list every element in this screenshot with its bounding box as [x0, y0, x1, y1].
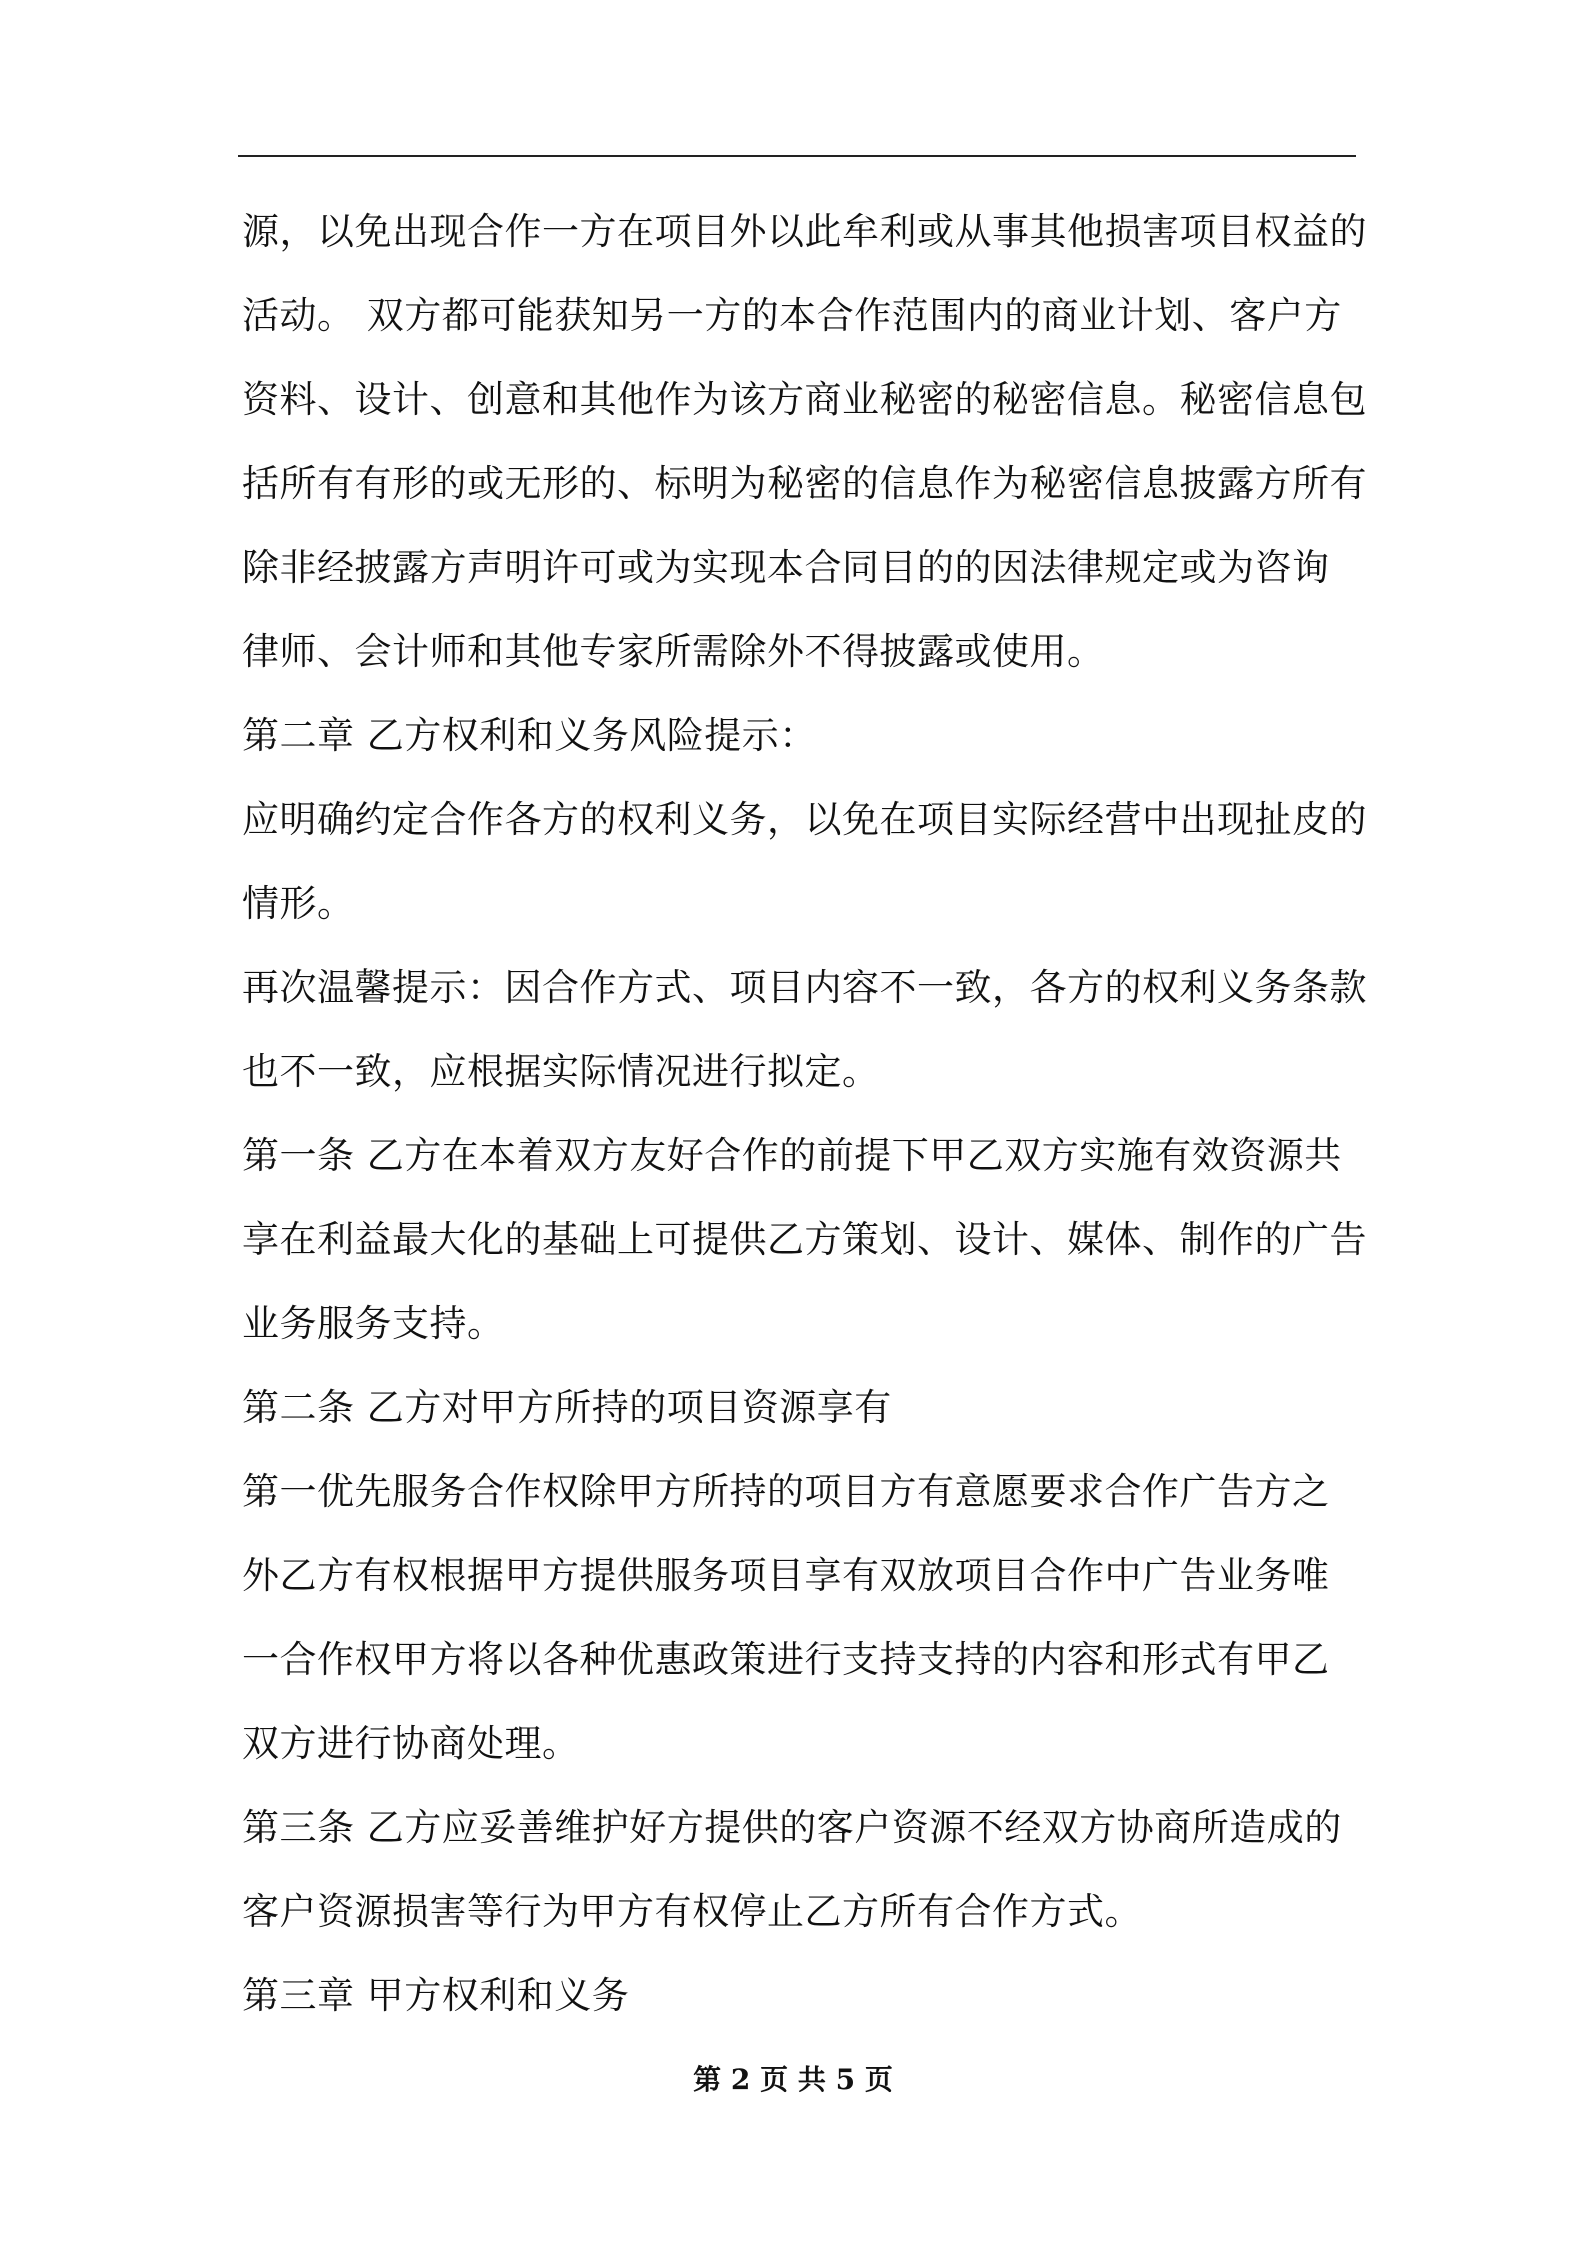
paragraph-line: 外乙方有权根据甲方提供服务项目享有双放项目合作中广告业务唯: [242, 1554, 1330, 1597]
paragraph-line: 再次温馨提示：因合作方式、项目内容不一致，各方的权利义务条款: [242, 966, 1367, 1009]
paragraph-line: 享在利益最大化的基础上可提供乙方策划、设计、媒体、制作的广告: [242, 1218, 1367, 1261]
paragraph-line: 情形。: [242, 882, 355, 925]
article-line: 第一条 乙方在本着双方友好合作的前提下甲乙双方实施有效资源共: [242, 1134, 1342, 1177]
paragraph-line: 双方进行协商处理。: [242, 1722, 580, 1765]
article-line: 第三条 乙方应妥善维护好方提供的客户资源不经双方协商所造成的: [242, 1806, 1342, 1849]
paragraph-line: 除非经披露方声明许可或为实现本合同目的的因法律规定或为咨询: [242, 546, 1330, 589]
page-number-footer: 第 2 页 共 5 页: [693, 2063, 893, 2096]
header-rule: [238, 155, 1356, 157]
paragraph-line: 业务服务支持。: [242, 1302, 505, 1345]
chapter-heading: 第二章 乙方权利和义务风险提示：: [242, 714, 817, 757]
paragraph-line: 一合作权甲方将以各种优惠政策进行支持支持的内容和形式有甲乙: [242, 1638, 1330, 1681]
paragraph-line: 客户资源损害等行为甲方有权停止乙方所有合作方式。: [242, 1890, 1142, 1933]
chapter-heading: 第三章 甲方权利和义务: [242, 1974, 630, 2017]
paragraph-line: 活动。 双方都可能获知另一方的本合作范围内的商业计划、客户方: [242, 294, 1342, 337]
document-body: [242, 190, 1367, 2038]
paragraph-line: 也不一致，应根据实际情况进行拟定。: [242, 1050, 880, 1093]
paragraph-line: 第一优先服务合作权除甲方所持的项目方有意愿要求合作广告方之: [242, 1470, 1330, 1513]
paragraph-line: 律师、会计师和其他专家所需除外不得披露或使用。: [242, 630, 1105, 673]
paragraph-line: 源，以免出现合作一方在项目外以此牟利或从事其他损害项目权益的: [242, 210, 1367, 253]
paragraph-line: 括所有有形的或无形的、标明为秘密的信息作为秘密信息披露方所有: [242, 462, 1367, 505]
article-line: 第二条 乙方对甲方所持的项目资源享有: [242, 1386, 892, 1429]
paragraph-line: 应明确约定合作各方的权利义务，以免在项目实际经营中出现扯皮的: [242, 798, 1367, 841]
paragraph-line: 资料、设计、创意和其他作为该方商业秘密的秘密信息。秘密信息包: [242, 378, 1367, 421]
